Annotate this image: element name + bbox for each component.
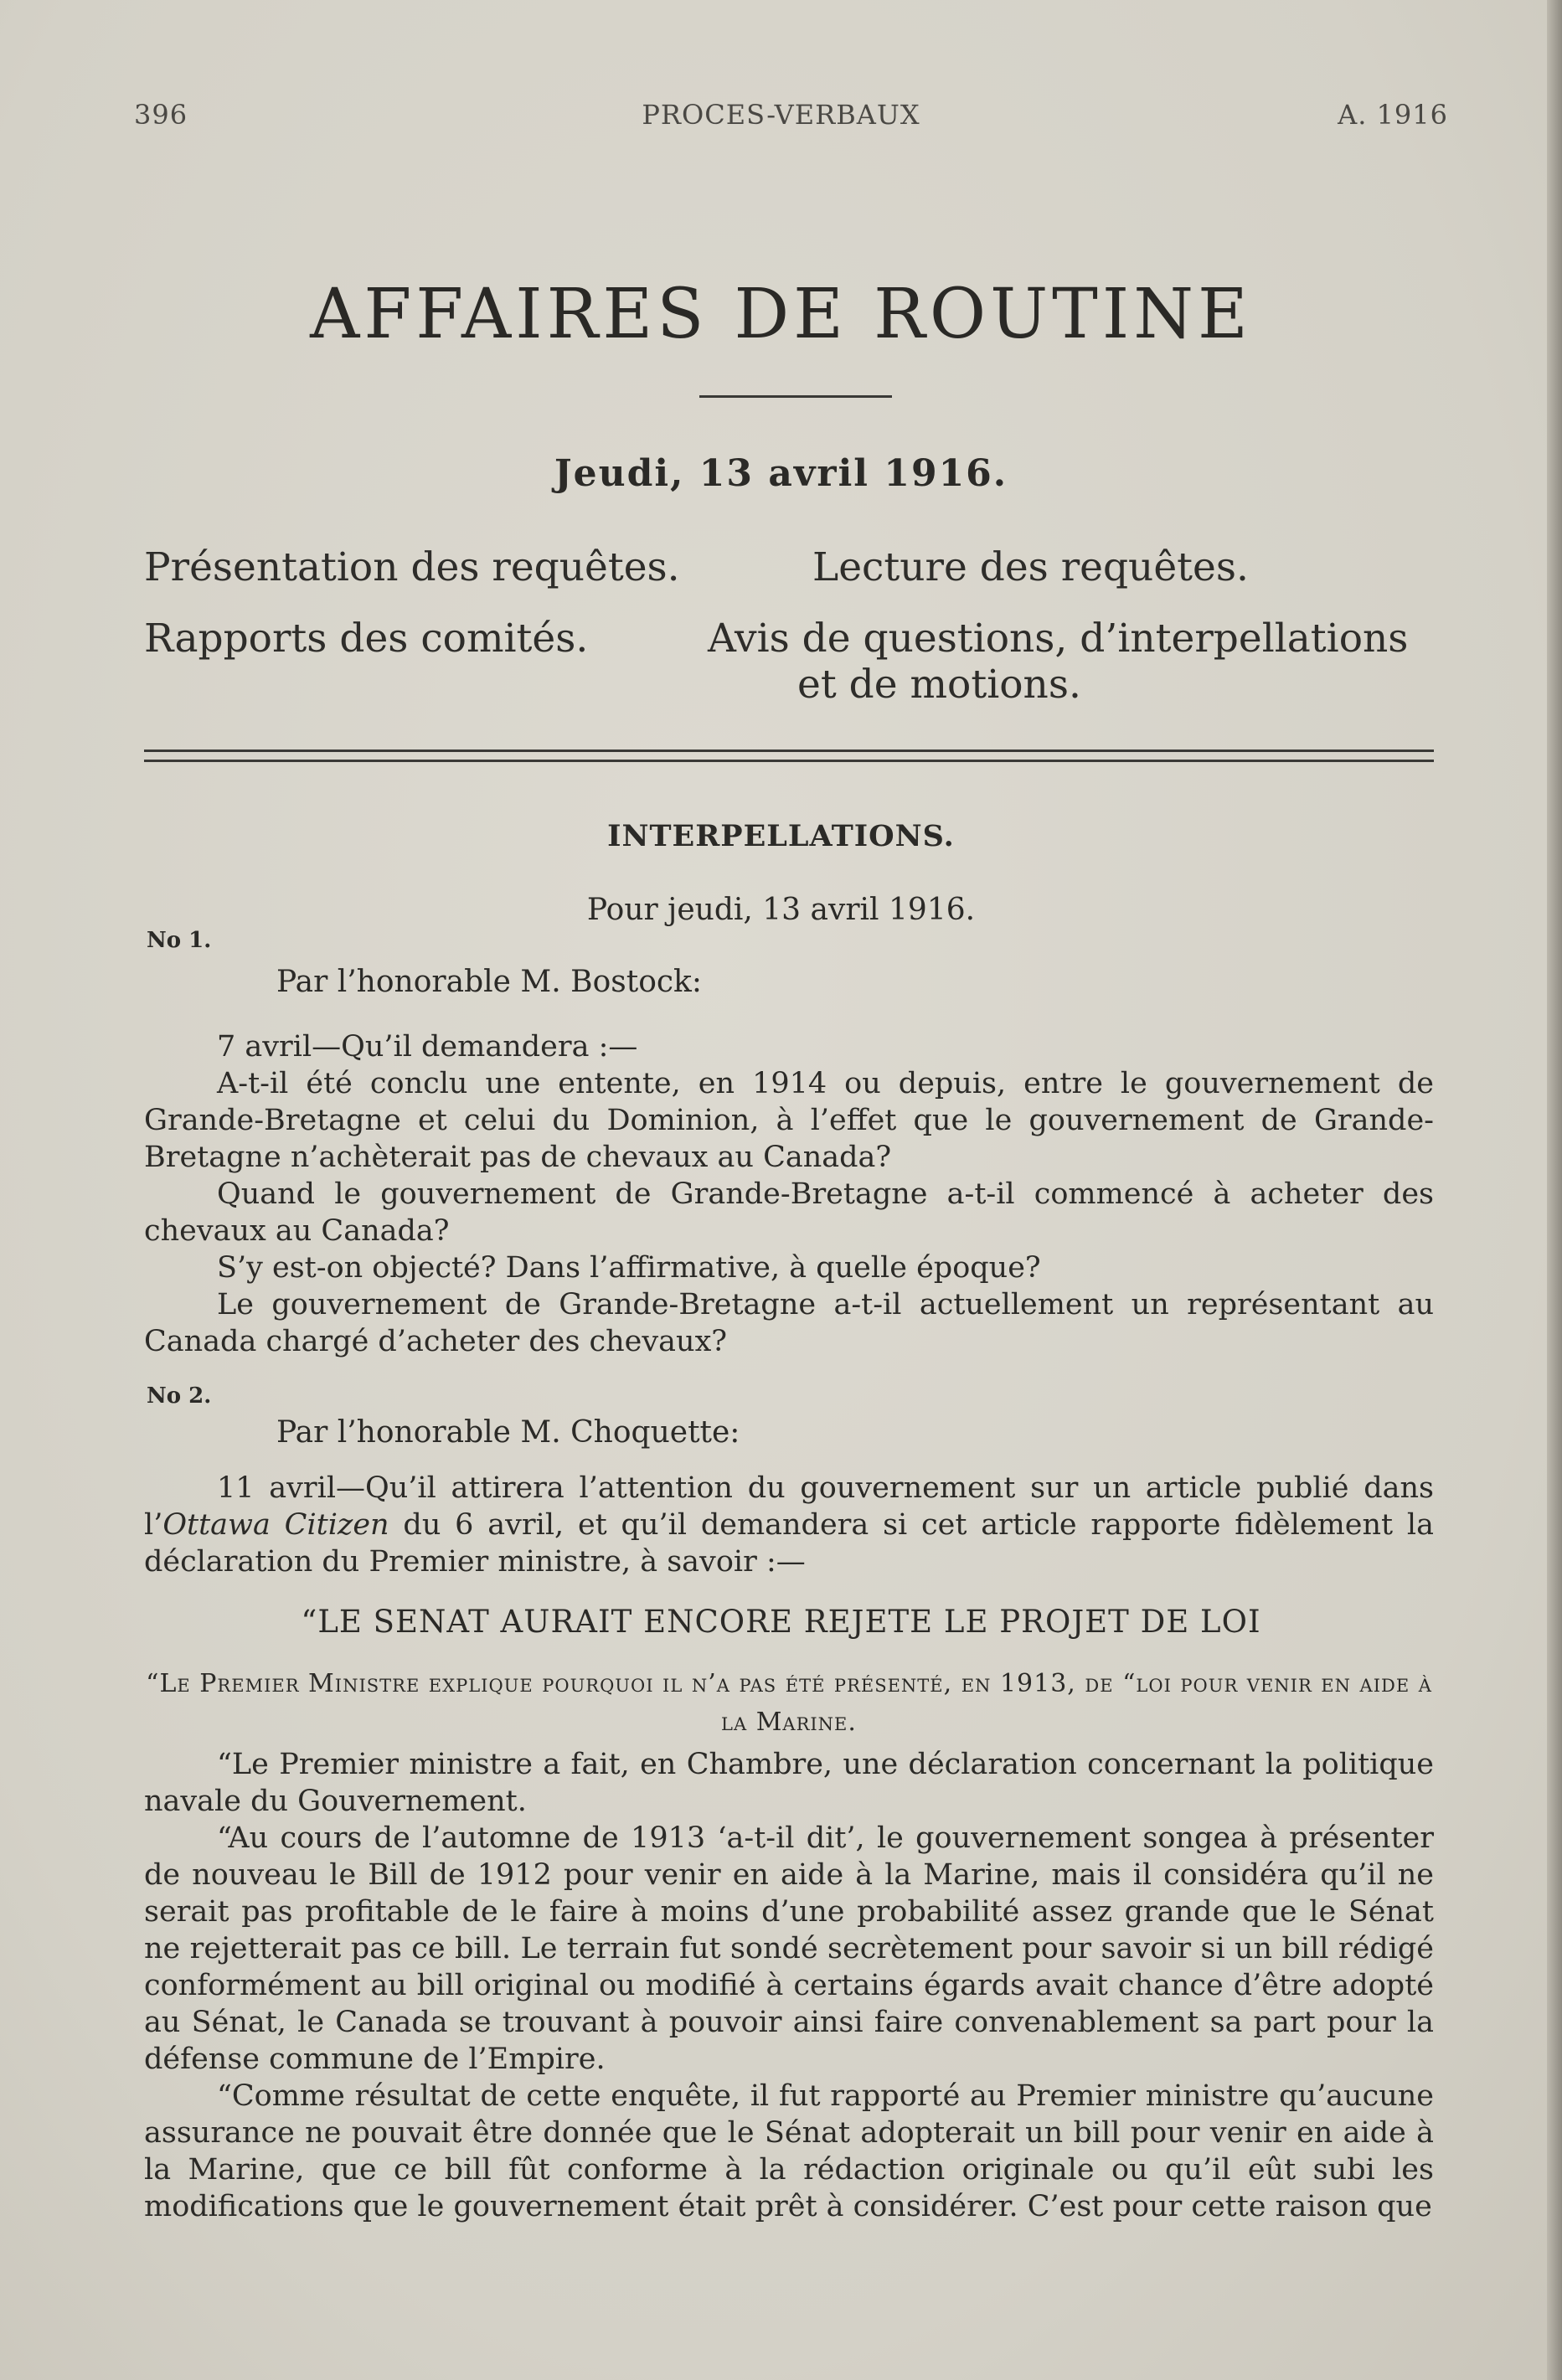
page-number: 396 — [134, 99, 188, 131]
section-divider — [144, 750, 1434, 762]
paragraph: Le gouvernement de Grande-Bretagne a-t-il actuellement un représentant au Canada chargé d’acheter des chevaux? — [144, 1288, 1434, 1358]
question-author: Par l’honorable M. Bostock: — [276, 965, 702, 999]
question-body — [144, 1470, 1434, 1580]
paragraph-text: 11 avril—Qu’il attirera l’attention du gouvernement sur un article publié dans l’ — [144, 1471, 1434, 1542]
sitting-date: Jeudi, 13 avril 1916. — [554, 452, 1008, 495]
quote-body — [144, 1746, 1434, 2225]
paragraph: A-t-il été conclu une entente, en 1914 ou depuis, entre le gouvernement de Grande-Bretagne et celui du Dominion, à l’effet que le gouvernement de Grande-Bretagne n’achèterait pas de chevaux au Canada? — [144, 1067, 1434, 1174]
question-number: No 2. — [147, 1383, 212, 1409]
paragraph-text: du 6 avril, et qu’il demandera si cet article rapporte fidèlement la déclaration du Premier ministre, à savoir :— — [144, 1508, 1434, 1579]
binding-shadow — [1547, 0, 1562, 2380]
quote-paragraph: “Au cours de l’automne de 1913 ‘a-t-il dit’, le gouvernement songea à présenter de nouveau le Bill de 1912 pour venir en aide à la Marine, mais il considéra qu’il ne serait pas profitable de le faire à moins d’une probabilité assez grande que le Sénat ne rejetterait pas ce bill. Le terrain fut sondé secrètement pour savoir si un bill rédigé conformément au bill original ou modifié à certains égards avait chance d’être adopté au Sénat, le Canada se trouvant à pouvoir ainsi faire convenablement sa part pour la défense commune de l’Empire. — [144, 1821, 1434, 2076]
order-item-3: Rapports des comités. — [144, 616, 589, 662]
paragraph: Quand le gouvernement de Grande-Bretagne a-t-il commencé à acheter des chevaux au Canada? — [144, 1177, 1434, 1248]
newspaper-title: Ottawa Citizen — [162, 1508, 389, 1542]
order-item-1: Présentation des requêtes. — [144, 544, 680, 590]
order-item-4-cont: et de motions. — [797, 662, 1081, 708]
order-item-4: Avis de questions, d’interpellations — [708, 616, 1409, 662]
quote-headline: “LE SENAT AURAIT ENCORE REJETE LE PROJET DE LOI — [301, 1604, 1261, 1640]
quote-paragraph: “Le Premier ministre a fait, en Chambre, une déclaration concernant la politique navale du Gouvernement. — [144, 1748, 1434, 1818]
running-title: PROCES-VERBAUX — [642, 99, 920, 131]
page-title: AFFAIRES DE ROUTINE — [310, 275, 1252, 354]
question-author: Par l’honorable M. Choquette: — [276, 1415, 740, 1450]
running-year: A. 1916 — [1338, 99, 1448, 131]
section-heading: INTERPELLATIONS. — [607, 819, 955, 853]
section-subheading: Pour jeudi, 13 avril 1916. — [586, 893, 976, 927]
quote-subheadline: “Le Premier Ministre explique pourquoi il n’a pas été présenté, en 1913, de “loi pour venir en aide à la Marine. — [146, 1669, 1432, 1737]
question-body — [144, 1028, 1434, 1360]
quote-paragraph: “Comme résultat de cette enquête, il fut rapporté au Premier ministre qu’aucune assurance ne pouvait être donnée que le Sénat adopterait un bill pour venir en aide à la Marine, que ce bill fût conforme à la rédaction originale ou qu’il eût subi les modifications que le gouvernement était prêt à considérer. C’est pour cette raison que — [144, 2079, 1434, 2223]
paragraph — [144, 1470, 1434, 1580]
question-number: No 1. — [147, 928, 212, 953]
order-item-2: Lecture des requêtes. — [812, 544, 1249, 590]
paragraph: S’y est-on objecté? Dans l’affirmative, à quelle époque? — [217, 1251, 1041, 1285]
title-divider — [699, 395, 892, 398]
paragraph: 7 avril—Qu’il demandera :— — [217, 1030, 638, 1064]
